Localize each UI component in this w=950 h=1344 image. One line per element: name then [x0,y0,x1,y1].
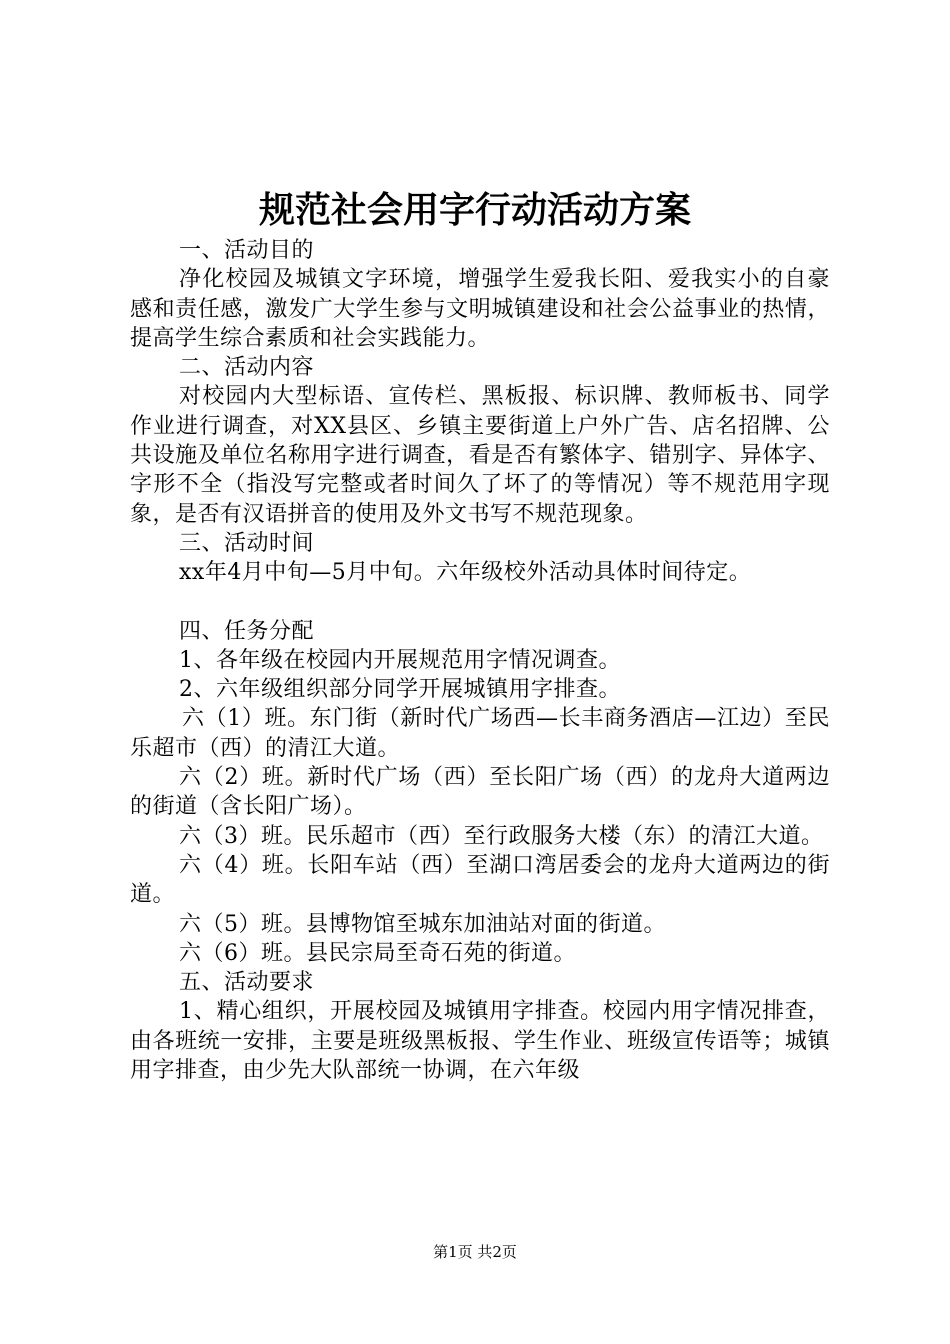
task-item: 2、六年级组织部分同学开展城镇用字排查。 [179,677,621,703]
class-assignment: 六（4）班。长阳车站（西）至湖口湾居委会的龙舟大道两边的街道。 [130,852,830,908]
paragraph-purpose: 净化校园及城镇文字环境，增强学生爱我长阳、爱我实小的自豪感和责任感，激发广大学生参与文明城镇建设和社会公益事业的热情，提高学生综合素质和社会实践能力。 [130,267,830,351]
class-assignment: 六（3）班。民乐超市（西）至行政服务大楼（东）的清江大道。 [179,823,824,849]
section-heading-tasks: 四、任务分配 [179,618,315,644]
paragraph-requirements: 1、精心组织，开展校园及城镇用字排查。校园内用字情况排查，由各班统一安排，主要是班级黑板报、学生作业、班级宣传语等；城镇用字排查，由少先大队部统一协调，在六年级 [130,999,830,1084]
paragraph-content: 对校园内大型标语、宣传栏、黑板报、标识牌、教师板书、同学作业进行调查，对XX县区、乡镇主要街道上户外广告、店名招牌、公共设施及单位名称用字进行调查，看是否有繁体字、错别字、异体字、字形不全（指没写完整或者时间久了坏了的等情况）等不规范用字现象，是否有汉语拼音的使用及外文书写不规范现象。 [130,384,830,527]
section-heading-requirements: 五、活动要求 [179,970,315,996]
task-item: 1、各年级在校园内开展规范用字情况调查。 [179,647,621,673]
class-assignment: 六（5）班。县博物馆至城东加油站对面的街道。 [179,911,666,937]
blank-line [130,588,830,617]
paragraph-time: xx年4月中旬—5月中旬。六年级校外活动具体时间待定。 [179,560,752,586]
document-title: 规范社会用字行动活动方案 [258,189,691,231]
class-assignment: 六（1）班。东门街（新时代广场西—长丰商务酒店—江边）至民乐超市（西）的清江大道。 [130,706,830,761]
class-assignment: 六（2）班。新时代广场（西）至长阳广场（西）的龙舟大道两边的街道（含长阳广场）。 [130,765,830,820]
page-number: 第1页 共2页 [433,1243,517,1261]
class-assignment: 六（6）班。县民宗局至奇石苑的街道。 [179,940,576,966]
section-heading-purpose: 一、活动目的 [179,238,315,263]
section-heading-content: 二、活动内容 [179,355,315,381]
document-body [130,236,830,1085]
section-heading-time: 三、活动时间 [179,530,315,556]
